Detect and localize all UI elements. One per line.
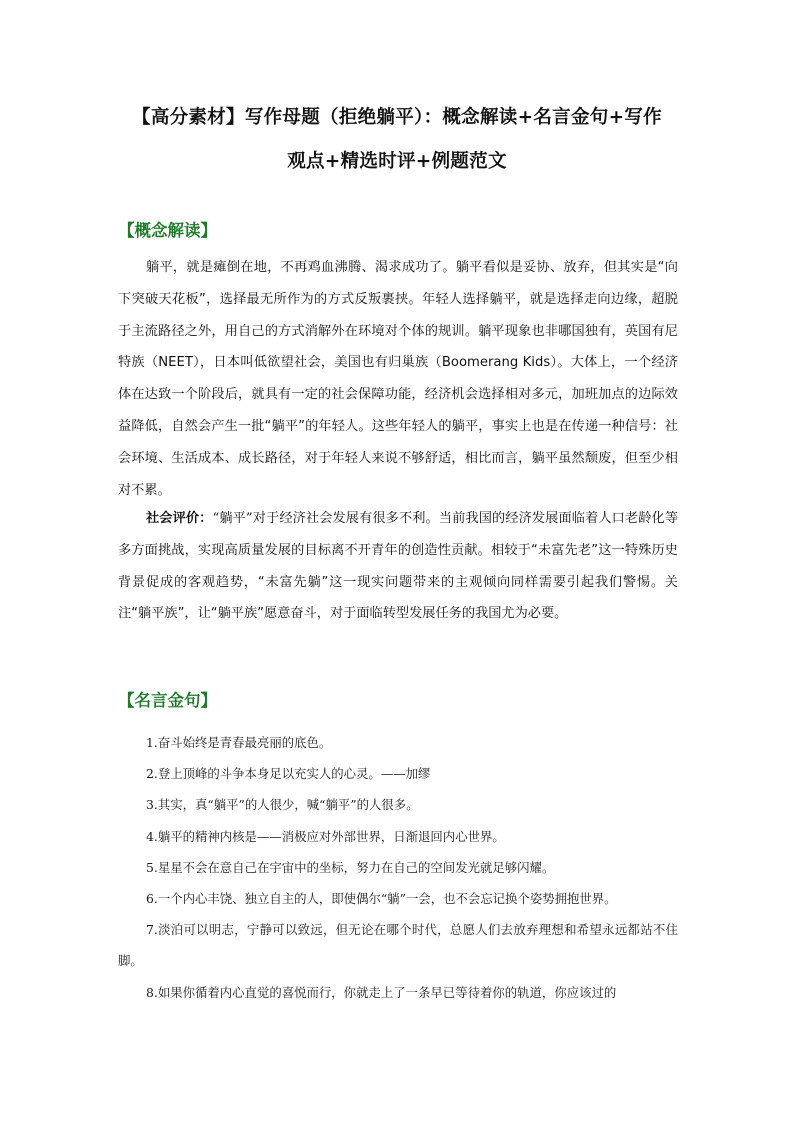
concept-paragraph: 躺平，就是瘫倒在地，不再鸡血沸腾、渴求成功了。躺平看似是妥协、放弃，但其实是“向下突破天花板”，选择最无所作为的方式反叛裹挟。年轻人选择躺平，就是选择走向边缘，超脱于主流路径之外，用自己的方式消解外在环境对个体的规训。躺平现象也非哪国独有，英国有尼特族（NEET），日本叫低欲望社会，美国也有归巢族（Boomerang Kids）。大体上，一个经济体在达致一个阶段后，就具有一定的社会保障功能，经济机会选择相对多元，加班加点的边际效益降低，自然会产生一批“躺平”的年轻人。这些年轻人的躺平，事实上也是在传递一种信号：社会环境、生活成本、成长路径，对于年轻人来说不够舒适，相比而言，躺平虽然颓废，但至少相对不累。: [118, 260, 678, 498]
social-evaluation-text: 相较于“未富先老”这一特殊历史背景促成的客观趋势，“未富先躺”这一现实问题带来的主观倾向同样需要引起我们警惕。关注“躺平族”，让“躺平族”愿意奋斗，对于面临转型发展任务的我国尤为必要。: [118, 542, 678, 622]
section-heading-quotes: 【名言金句】: [118, 691, 217, 710]
title-line-2: 观点+精选时评+例题范文: [287, 151, 507, 172]
quote-item: 8.如果你循着内心直觉的喜悦而行，你就走上了一条早已等待着你的轨道，你应该过的: [146, 984, 617, 1000]
quote-list: [118, 727, 678, 1008]
social-evaluation-paragraph: [118, 503, 678, 630]
quote-item: 1.奋斗始终是青春最亮丽的底色。: [146, 735, 332, 750]
section-heading-concept: 【概念解读】: [118, 221, 217, 240]
quote-item: 4.躺平的精神内核是——消极应对外部世界，日渐退回内心世界。: [146, 828, 505, 844]
quote-item: 5.星星不会在意自己在宇宙中的坐标，努力在自己的空间发光就足够闪耀。: [146, 859, 555, 875]
quote-item: 2.登上顶峰的斗争本身足以充实人的心灵。——加缪: [146, 766, 431, 782]
social-evaluation-text-serif: “躺平”对于经济社会发展有很多不利。当前我国的经济发展面临着人口老龄化等多方面挑战，实现高质量发展的目标离不开青年的创造性贡献。: [118, 511, 679, 558]
quote-item: 7.淡泊可以明志，宁静可以致远，但无论在哪个时代，总愿人们去放弃理想和希望永远都站不住脚。: [118, 922, 678, 969]
quote-item: 3.其实，真“躺平”的人很少，喊“躺平”的人很多。: [146, 797, 419, 813]
quote-item: 6.一个内心丰饶、独立自主的人，即使偶尔“躺”一会，也不会忘记换个姿势拥抱世界。: [146, 891, 617, 907]
social-evaluation-label: 社会评价：: [146, 511, 213, 526]
title-line-1: 【高分素材】写作母题（拒绝躺平）：概念解读+名言金句+写作: [132, 107, 662, 128]
document-title: [108, 96, 686, 184]
